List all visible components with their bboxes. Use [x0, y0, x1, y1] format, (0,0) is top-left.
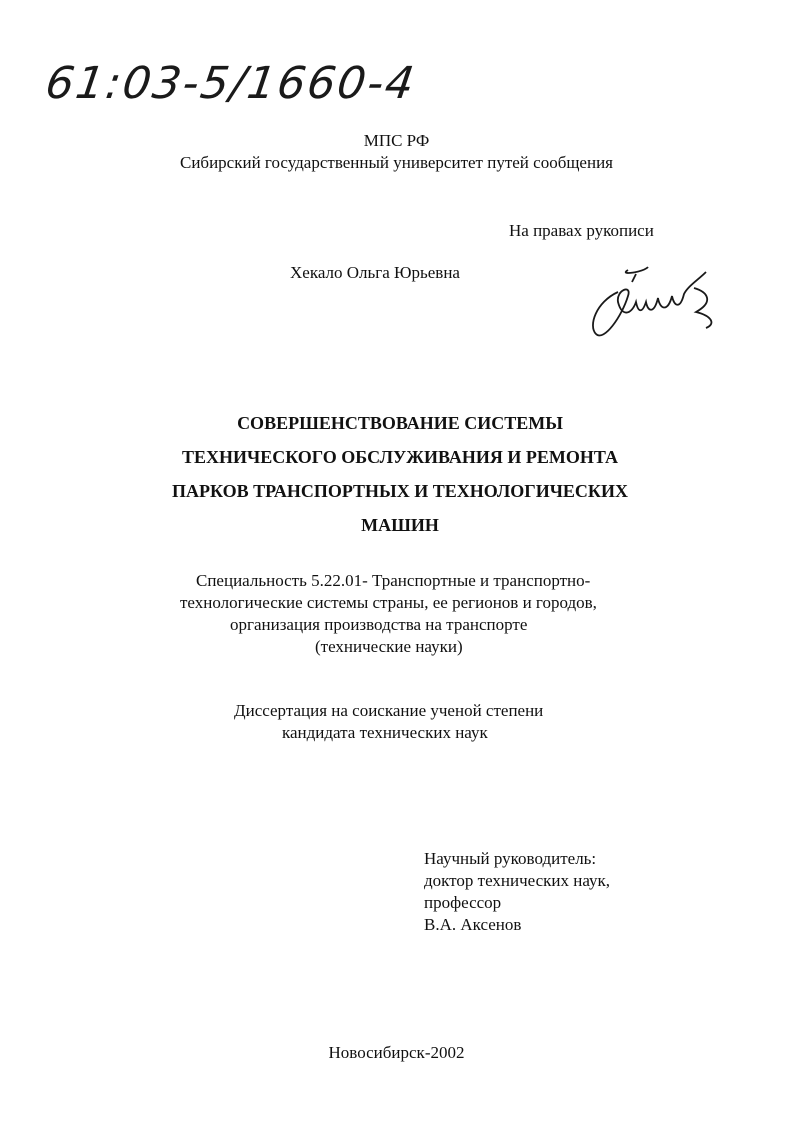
title-line: ТЕХНИЧЕСКОГО ОБСЛУЖИВАНИЯ И РЕМОНТА	[181, 447, 619, 467]
author-name: Хекало Ольга Юрьевна	[290, 263, 460, 282]
signature-icon	[588, 262, 738, 344]
specialty-line: организация производства на транспорте	[230, 615, 528, 634]
shelf-mark: 61:03-5/1660-4	[42, 58, 419, 109]
supervisor-line: В.А. Аксенов	[424, 915, 522, 934]
dissertation-degree-line: Диссертация на соискание ученой степени	[234, 701, 544, 720]
title-line: СОВЕРШЕНСТВОВАНИЕ СИСТЕМЫ	[237, 413, 563, 433]
specialty-line: (технические науки)	[315, 637, 463, 656]
dissertation-degree-line: кандидата технических наук	[282, 723, 488, 742]
university-name: Сибирский государственный университет путей сообщения	[180, 153, 613, 172]
specialty-line: технологические системы страны, ее регионов и городов,	[180, 593, 597, 612]
manuscript-rights: На правах рукописи	[509, 221, 654, 240]
specialty-line: Специальность 5.22.01- Транспортные и транспортно-	[196, 571, 591, 590]
city-year: Новосибирск-2002	[328, 1043, 465, 1062]
supervisor-line: доктор технических наук,	[424, 871, 611, 890]
title-line: МАШИН	[361, 515, 439, 535]
supervisor-line: Научный руководитель:	[424, 849, 597, 868]
ministry-header: МПС РФ	[363, 131, 430, 150]
supervisor-line: профессор	[424, 893, 502, 912]
title-line: ПАРКОВ ТРАНСПОРТНЫХ И ТЕХНОЛОГИЧЕСКИХ	[172, 481, 628, 501]
